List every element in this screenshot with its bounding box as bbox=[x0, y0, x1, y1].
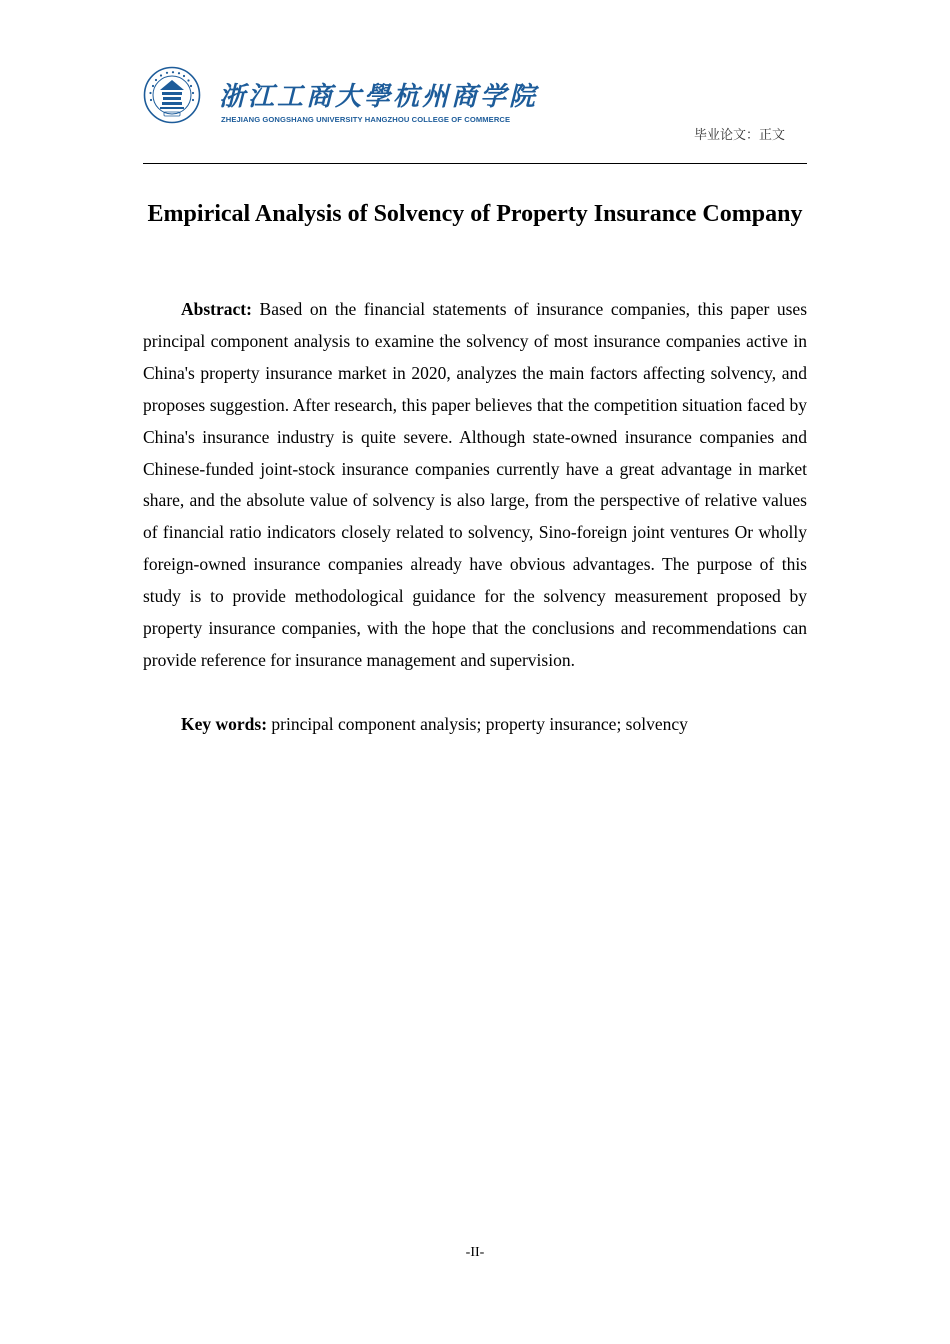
document-section-label: 毕业论文：正文 bbox=[693, 128, 785, 143]
keywords-label: Key words: bbox=[181, 714, 268, 734]
abstract-label: Abstract: bbox=[181, 299, 252, 319]
page-header bbox=[143, 62, 807, 164]
abstract-text: Based on the financial statements of insurance companies, this paper uses principal component analysis to examine the solvency of most insurance companies active in China's property insurance market in 2020, analyzes the main factors affecting solvency, and proposes suggestion. After research, this paper believes that the competition situation faced by China's insurance industry is quite severe. Although state-owned insurance companies and Chinese-funded joint-stock insurance companies currently have a great advantage in market share, and the absolute value of solvency is also large, from the perspective of relative values of financial ratio indicators closely related to solvency, Sino-foreign joint ventures Or wholly foreign-owned insurance companies already have obvious advantages. The purpose of this study is to provide methodological guidance for the solvency measurement proposed by property insurance companies, with the hope that the conclusions and recommendations can provide reference for insurance management and supervision. bbox=[143, 299, 807, 670]
abstract-paragraph bbox=[143, 294, 807, 677]
university-logo-english: ZHEJIANG GONGSHANG UNIVERSITY HANGZHOU COLLEGE OF COMMERCE bbox=[221, 115, 511, 124]
university-logo-chinese: 浙江工商大學杭州商学院 bbox=[219, 82, 539, 112]
keywords-paragraph bbox=[143, 709, 807, 741]
page-number: -II- bbox=[465, 1245, 485, 1260]
university-seal-icon bbox=[143, 66, 201, 124]
header-divider bbox=[143, 163, 807, 164]
paper-title: Empirical Analysis of Solvency of Property Insurance Company bbox=[147, 201, 803, 227]
keywords-text: principal component analysis; property insurance; solvency bbox=[271, 714, 688, 734]
